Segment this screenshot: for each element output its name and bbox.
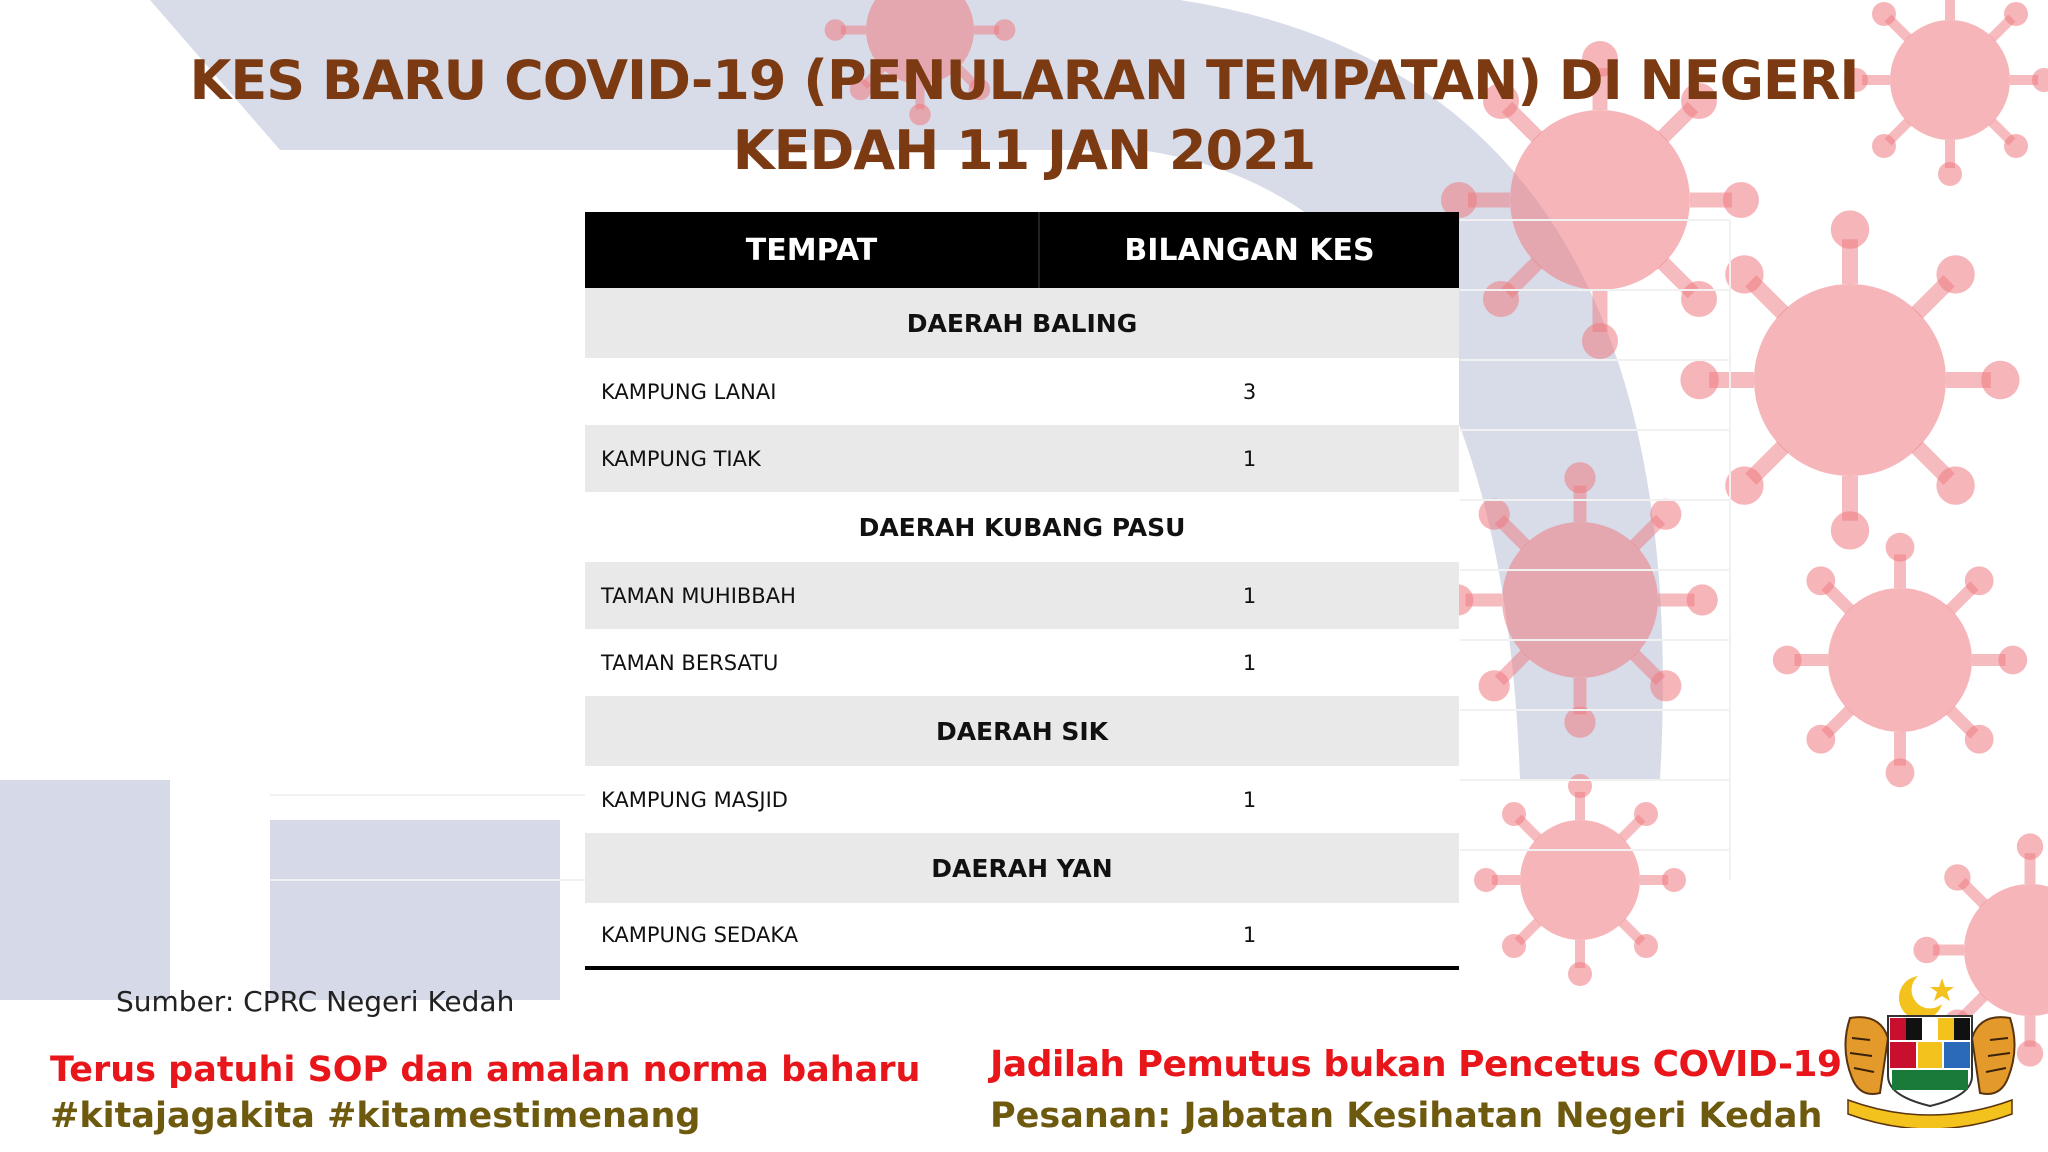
header-tempat: TEMPAT bbox=[585, 212, 1040, 288]
place-cell: TAMAN BERSATU bbox=[601, 650, 779, 675]
table-row bbox=[585, 903, 1459, 970]
count-cell: 1 bbox=[1242, 922, 1257, 947]
table-row bbox=[585, 766, 1459, 833]
place-cell: KAMPUNG SEDAKA bbox=[601, 922, 799, 947]
place-cell: KAMPUNG MASJID bbox=[601, 787, 788, 812]
sop-message: Terus patuhi SOP dan amalan norma baharu bbox=[50, 1050, 921, 1090]
count-cell: 1 bbox=[1242, 650, 1257, 675]
title-line-1: KES BARU COVID-19 (PENULARAN TEMPATAN) DI NEGERI bbox=[189, 49, 1859, 112]
table-row bbox=[585, 425, 1459, 492]
count-cell: 3 bbox=[1242, 379, 1257, 404]
district-row: DAERAH SIK bbox=[585, 696, 1459, 766]
hashtags: #kitajagakita #kitamestimenang bbox=[50, 1096, 701, 1136]
count-cell: 1 bbox=[1242, 787, 1257, 812]
count-cell: 1 bbox=[1242, 446, 1257, 471]
place-cell: KAMPUNG TIAK bbox=[601, 446, 761, 471]
slogan: Jadilah Pemutus bukan Pencetus COVID-19 bbox=[990, 1044, 1842, 1085]
district-row: DAERAH BALING bbox=[585, 288, 1459, 358]
place-cell: TAMAN MUHIBBAH bbox=[601, 583, 796, 608]
table-row bbox=[585, 358, 1459, 425]
cases-table bbox=[585, 212, 1459, 970]
ministry-message: Pesanan: Jabatan Kesihatan Negeri Kedah bbox=[990, 1096, 1823, 1136]
table-row bbox=[585, 562, 1459, 629]
district-row: DAERAH KUBANG PASU bbox=[585, 492, 1459, 562]
place-cell: KAMPUNG LANAI bbox=[601, 379, 777, 404]
page-title bbox=[180, 46, 1868, 186]
table-header bbox=[585, 212, 1459, 288]
header-bilangan-kes: BILANGAN KES bbox=[1124, 232, 1375, 268]
title-line-2: KEDAH 11 JAN 2021 bbox=[732, 119, 1316, 182]
district-row: DAERAH YAN bbox=[585, 833, 1459, 903]
table-row bbox=[585, 629, 1459, 696]
source-note: Sumber: CPRC Negeri Kedah bbox=[116, 985, 515, 1018]
count-cell: 1 bbox=[1242, 583, 1257, 608]
malaysia-coat-of-arms-icon bbox=[1830, 968, 2030, 1128]
